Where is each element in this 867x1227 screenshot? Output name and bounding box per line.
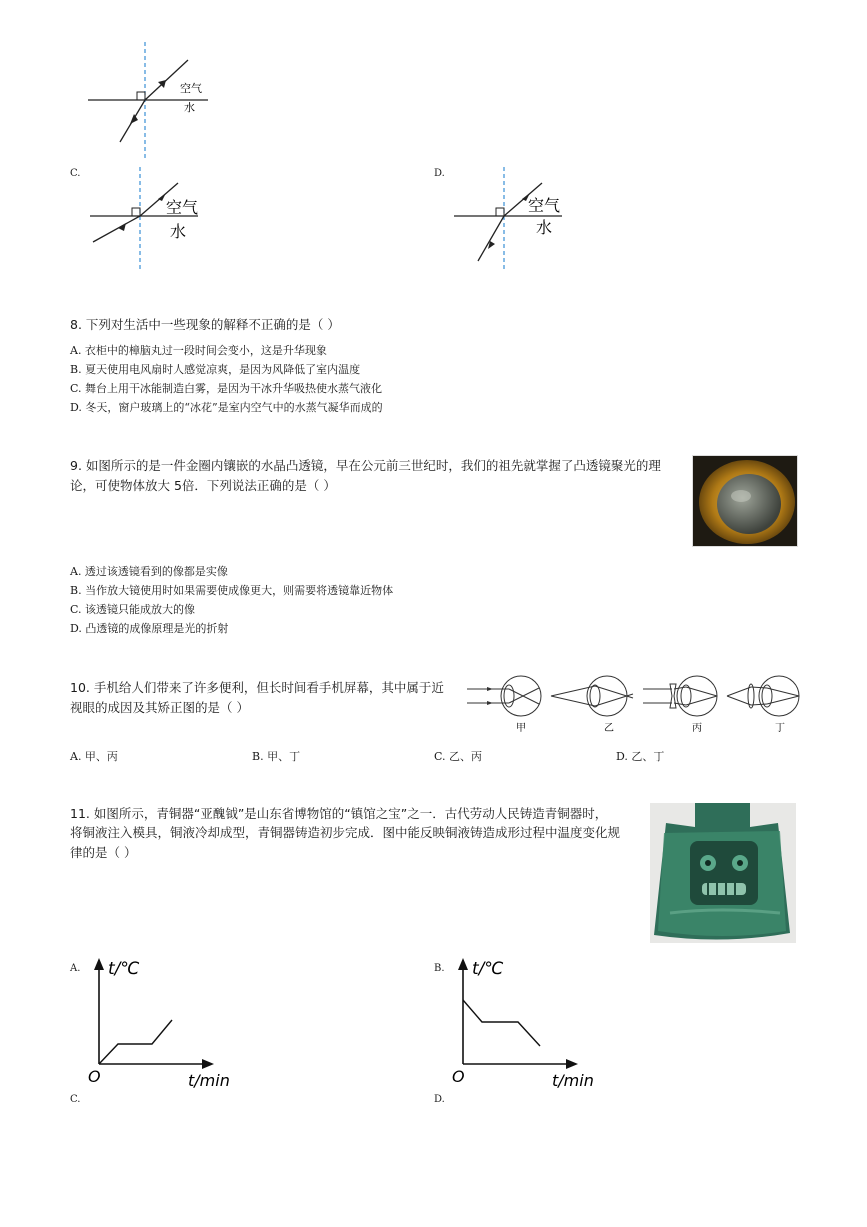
water-label: 水 xyxy=(536,218,553,237)
x-axis-arrow-icon xyxy=(202,1059,214,1069)
temperature-curve xyxy=(463,1000,540,1046)
question-10-stem-line2: 视眼的成因及其矫正图的是（ ） xyxy=(70,700,249,715)
arrow-icon xyxy=(130,114,138,124)
eye-diagrams xyxy=(465,674,805,736)
eye-diagram-yi xyxy=(551,676,633,716)
right-angle-mark xyxy=(496,208,504,216)
question-9-option-a: A. 透过该透镜看到的像都是实像 xyxy=(70,565,228,578)
eye-label-bing: 丙 xyxy=(692,723,702,734)
air-label: 空气 xyxy=(180,82,202,95)
y-axis-label: t/℃ xyxy=(108,959,140,979)
x-axis-label: t/min xyxy=(552,1071,594,1090)
graph-c-letter: C. xyxy=(70,1094,81,1105)
y-axis-label: t/℃ xyxy=(472,959,504,979)
question-10-option-c: C. 乙、丙 xyxy=(434,750,483,763)
water-label: 水 xyxy=(184,101,195,114)
refraction-diagram-c xyxy=(88,165,218,275)
question-10-option-a: A. 甲、丙 xyxy=(70,750,118,763)
question-10-option-d: D. 乙、丁 xyxy=(616,750,665,763)
bronze-yue-photo xyxy=(650,803,796,943)
option-d-letter: D. xyxy=(434,168,445,179)
graph-b-letter: B. xyxy=(434,963,445,974)
y-axis-arrow-icon xyxy=(94,958,104,970)
right-angle-mark xyxy=(137,92,145,100)
question-8-option-a: A. 衣柜中的樟脑丸过一段时间会变小，这是升华现象 xyxy=(70,344,327,357)
question-9-option-c: C. 该透镜只能成放大的像 xyxy=(70,603,196,616)
origin-label: O xyxy=(452,1067,465,1086)
eye-diagram-ding xyxy=(727,676,799,716)
x-axis-label: t/min xyxy=(188,1071,230,1090)
question-9-option-d: D. 凸透镜的成像原理是光的折射 xyxy=(70,622,229,635)
eye-label-jia: 甲 xyxy=(516,723,526,734)
question-11-stem-line3: 律的是（ ） xyxy=(70,845,137,860)
refracted-ray xyxy=(93,216,140,242)
temperature-graph-a xyxy=(84,956,244,1092)
x-axis-arrow-icon xyxy=(566,1059,578,1069)
question-10-option-b: B. 甲、丁 xyxy=(252,750,301,763)
question-10-stem-line1: 10. 手机给人们带来了许多便利，但长时间看手机屏幕，其中属于近 xyxy=(70,680,444,695)
question-9-stem-line2: 论，可使物体放大 5倍．下列说法正确的是（ ） xyxy=(70,478,336,493)
question-8-option-d: D. 冬天，窗户玻璃上的“冰花”是室内空气中的水蒸气凝华而成的 xyxy=(70,401,383,414)
air-label: 空气 xyxy=(528,196,561,215)
origin-label: O xyxy=(88,1067,101,1086)
eye-diagram-jia xyxy=(467,676,541,716)
crystal-lens-photo xyxy=(692,455,798,547)
question-8-stem: 8. 下列对生活中一些现象的解释不正确的是（ ） xyxy=(70,317,340,332)
y-axis-arrow-icon xyxy=(458,958,468,970)
question-11-stem-line2: 将铜液注入模具，铜液冷却成型，青铜器铸造初步完成．图中能反映铜液铸造成形过程中温度变化规 xyxy=(70,825,621,840)
water-label: 水 xyxy=(170,222,187,241)
right-angle-mark xyxy=(132,208,140,216)
option-c-letter: C. xyxy=(70,168,81,179)
refracted-ray xyxy=(478,216,504,261)
question-8-option-c: C. 舞台上用干冰能制造白雾，是因为干冰升华吸热使水蒸气液化 xyxy=(70,382,383,395)
question-9-stem-line1: 9. 如图所示的是一件金圈内镶嵌的水晶凸透镜，早在公元前三世纪时，我们的祖先就掌握了凸透镜聚光的理 xyxy=(70,458,661,473)
graph-d-letter: D. xyxy=(434,1094,445,1105)
eye-label-yi: 乙 xyxy=(604,723,614,734)
eye-diagram-bing xyxy=(643,676,717,716)
air-label: 空气 xyxy=(166,198,199,217)
question-11-stem-line1: 11. 如图所示，青铜器“亚醜钺”是山东省博物馆的“镇馆之宝”之一．古代劳动人民铸造青铜器时， xyxy=(70,806,608,821)
question-8-option-b: B. 夏天使用电风扇时人感觉凉爽，是因为风降低了室内温度 xyxy=(70,363,361,376)
temperature-curve xyxy=(99,1020,172,1064)
graph-a-letter: A. xyxy=(70,963,81,974)
temperature-graph-b xyxy=(448,956,608,1092)
question-9-option-b: B. 当作放大镜使用时如果需要使成像更大，则需要将透镜靠近物体 xyxy=(70,584,394,597)
eye-label-ding: 丁 xyxy=(775,723,785,734)
refraction-diagram-top xyxy=(80,40,220,165)
refraction-diagram-d xyxy=(452,165,582,275)
